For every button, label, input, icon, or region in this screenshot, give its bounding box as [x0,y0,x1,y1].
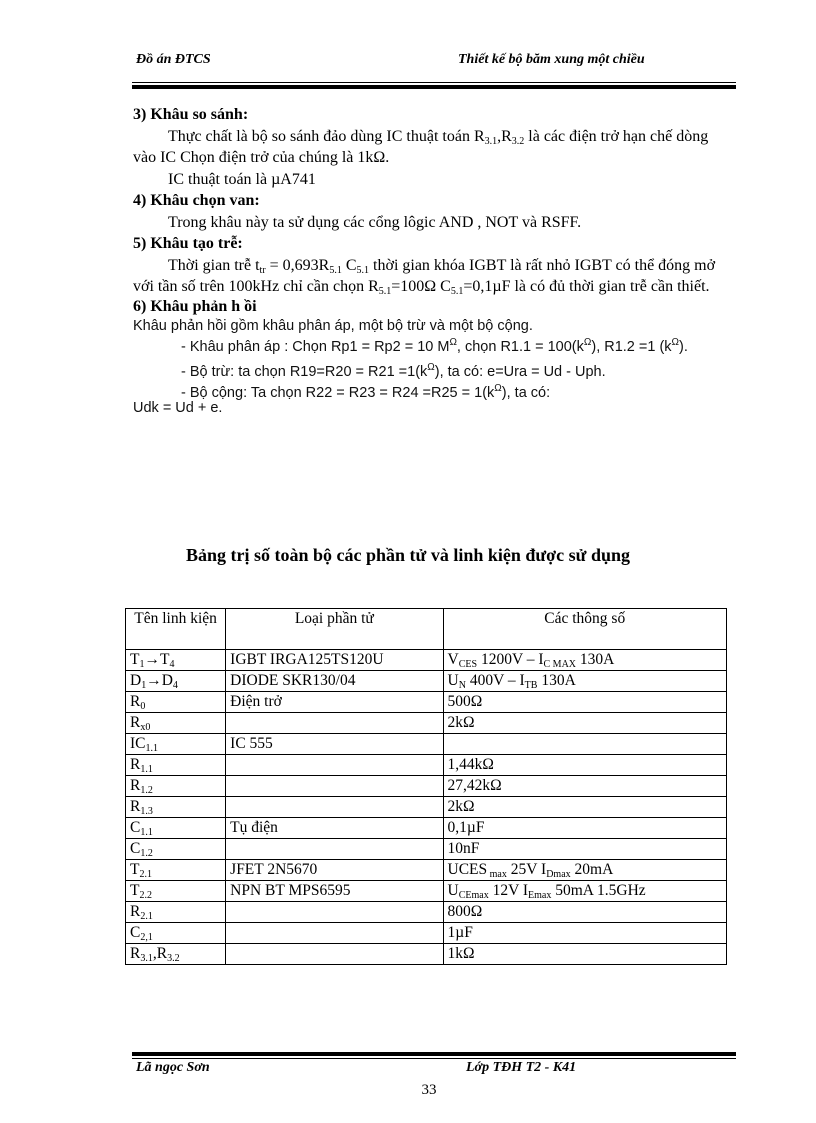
table-row [126,755,727,776]
cell-params [443,734,726,755]
header-left: Đồ án ĐTCS [136,52,211,67]
section-3-title: 3) Khâu so sánh: [133,106,249,123]
table-header-row [126,609,727,650]
table-row [126,860,727,881]
cell-type: JFET 2N5670 [226,860,443,881]
cell-type [226,944,443,965]
header-name: Tên linh kiện [126,609,226,650]
section-3-paragraph: Thực chất là bộ so sánh đảo dùng IC thuật toán $R_{3.1},R_{3.2}$ là các điện trở hạn chế dòng vào IC Chọn điện trở của chúng là 1kΩ. [133,127,709,166]
cell-params: UCES $_{max}$ 25V $I_{Dmax}$ 20mA [443,860,726,881]
cell-name: $C_{1.2}$ [126,839,226,860]
header-params: Các thông số [443,609,726,650]
cell-params: 1µF [443,923,726,944]
cell-type: DIODE SKR130/04 [226,671,443,692]
cell-type [226,797,443,818]
cell-params: $U_N$ $400V - I_{TB}$ 130A [443,671,726,692]
table-row [126,818,727,839]
cell-type [226,776,443,797]
cell-name: $T_{2.2}$ [126,881,226,902]
table-row [126,713,727,734]
table-row [126,650,727,671]
section-6-line-1: - Khâu phân áp : Chọn Rp1 = Rp2 = 10 $M^\Omega$, chọn $R1.1 = 100(k^\Omega)$, R1.2 =1 $(k^\Omega)$. [181,336,688,355]
section-4-paragraph: Trong khâu này ta sử dụng các cổng lôgic AND , NOT và RSFF. [168,213,582,231]
footer-right: Lớp TĐH T2 - K41 [466,1060,577,1075]
cell-type: IC 555 [226,734,443,755]
cell-type [226,923,443,944]
cell-name: $R_{x0}$ [126,713,226,734]
section-6-line-4: Udk = Ud + e. [133,399,223,416]
cell-type [226,755,443,776]
section-5-paragraph: Thời gian trễ $t_{tr} = 0,693R_{5.1}$ $C_{5.1}$ thời gian khóa IGBT là rất nhỏ IGBT có thể đóng mở với tần số trên 100kHz chỉ cần chọn $R_{5.1}=100\Omega$ $C_{5.1}=0,1\mu F$ là có đủ thời gian trễ cần thiết. [133,256,716,297]
cell-params: $V_{CES}$ $1200V - I_{C MAX}$ 130A [443,650,726,671]
cell-params: $U_{CEmax}$ 12V $I_{Emax}$ 50mA 1.5GHz [443,881,726,902]
cell-params: 27,42kΩ [443,776,726,797]
table-title: Bảng trị số toàn bộ các phần tử và linh kiện được sử dụng [186,545,630,565]
table-row [126,923,727,944]
parts-table [125,608,727,965]
section-6-body [133,316,733,419]
cell-type [226,839,443,860]
header-type: Loại phần tử [226,609,443,650]
cell-name: $C_{1.1}$ [126,818,226,839]
table-row [126,902,727,923]
header-rule-thin [132,82,736,83]
cell-params: 10nF [443,839,726,860]
table-row [126,734,727,755]
cell-params: 800Ω [443,902,726,923]
cell-name: $R_{1.1}$ [126,755,226,776]
cell-params: 1,44kΩ [443,755,726,776]
section-6-title: 6) Khâu phản h ồi [133,297,257,315]
header-rule-thick [132,85,736,89]
footer-rule-thin [132,1058,736,1059]
table-row [126,881,727,902]
page-number: 33 [421,1082,437,1098]
cell-name: $T_{2.1}$ [126,860,226,881]
body-text [133,104,733,419]
cell-type: Điện trở [226,692,443,713]
table-row [126,776,727,797]
cell-params: 500Ω [443,692,726,713]
section-5-title: 5) Khâu tạo trễ: [133,235,243,252]
header-right: Thiết kế bộ băm xung một chiều [458,52,645,67]
footer-left: Lã ngọc Sơn [136,1060,210,1075]
cell-name: $IC_{1.1}$ [126,734,226,755]
section-6-line-2: - Bộ trừ: ta chọn $R19=R20 = R21 =1(k^\Omega)$, ta có: e=Ura = Ud - Uph. [181,361,606,380]
table-row [126,797,727,818]
table-row [126,944,727,965]
cell-type: IGBT IRGA125TS120U [226,650,443,671]
footer-rule-thick [132,1052,736,1056]
cell-params: 1kΩ [443,944,726,965]
section-6-intro: Khâu phản hồi gồm khâu phân áp, một bộ trừ và một bộ cộng. [133,317,533,334]
cell-params: 0,1µF [443,818,726,839]
cell-name: $R_{1.3}$ [126,797,226,818]
cell-type: NPN BT MPS6595 [226,881,443,902]
cell-type: Tụ điện [226,818,443,839]
cell-name: $C_{2,1}$ [126,923,226,944]
cell-name: $R_0$ [126,692,226,713]
section-4-title: 4) Khâu chọn van: [133,192,260,209]
cell-name: $R_{2.1}$ [126,902,226,923]
cell-type [226,713,443,734]
cell-name: $D_1\to D_4$ [126,671,226,692]
table-row [126,692,727,713]
cell-params: 2kΩ [443,713,726,734]
cell-name: $R_{3.1},R_{3.2}$ [126,944,226,965]
cell-type [226,902,443,923]
section-6-line-3: - Bộ cộng: Ta chọn $R22 = R23 = R24 =R25 = 1(k^\Omega)$, ta có: [181,382,551,401]
table-row [126,671,727,692]
section-3-ic: IC thuật toán là µA741 [168,170,316,188]
cell-name: $T_1\to T_4$ [126,650,226,671]
cell-params: 2kΩ [443,797,726,818]
cell-name: $R_{1.2}$ [126,776,226,797]
table-row [126,839,727,860]
